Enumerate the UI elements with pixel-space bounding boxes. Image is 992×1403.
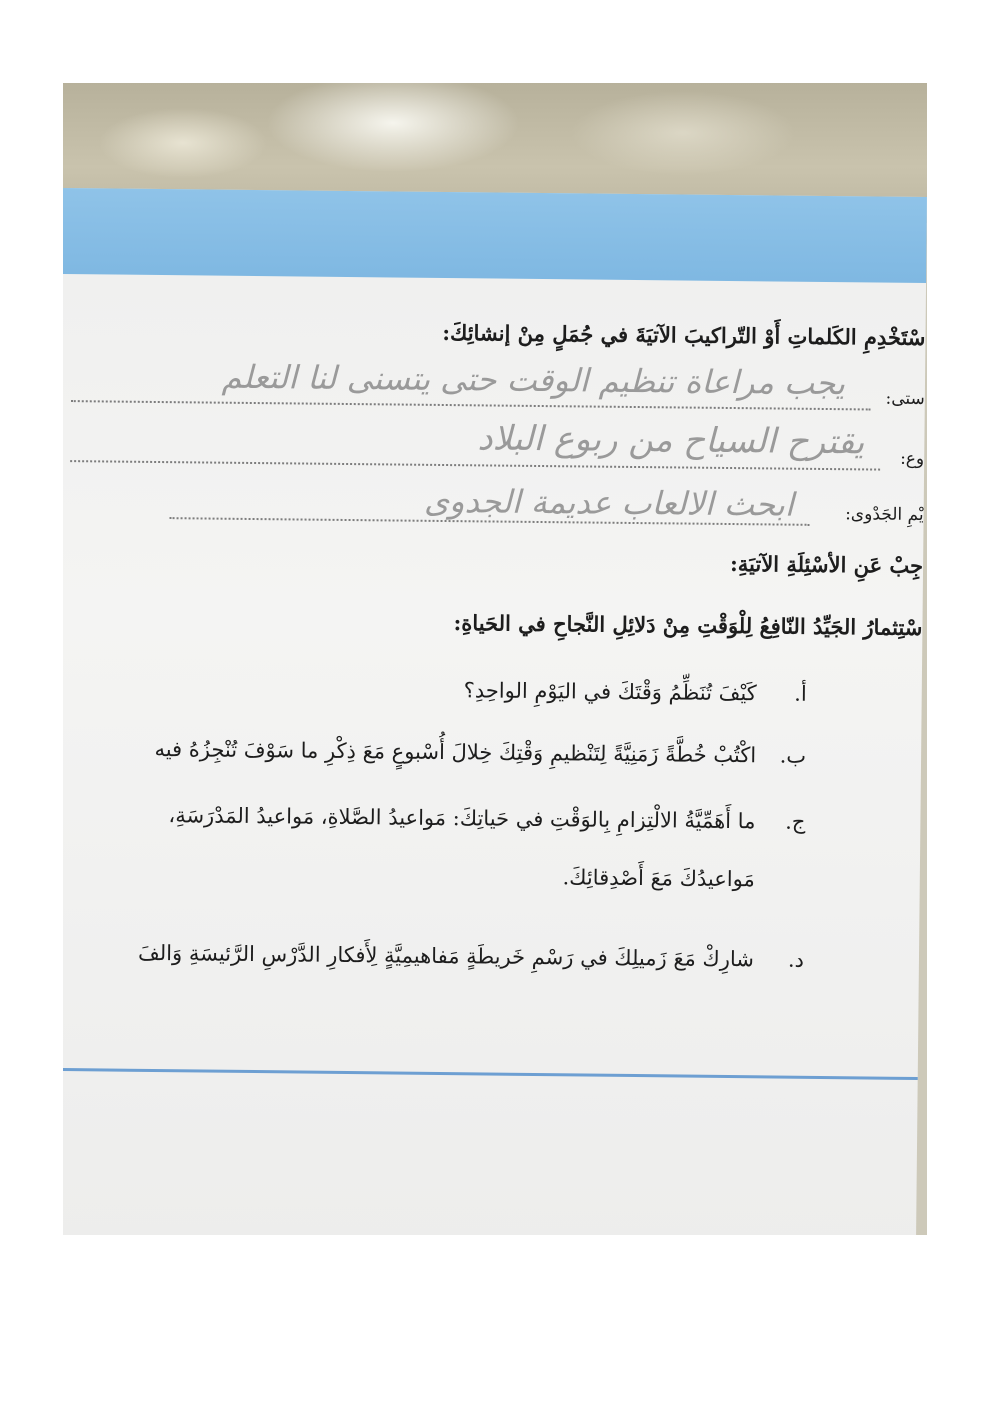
question-c-letter: ج.: [785, 809, 806, 834]
question-d-text: شارِكْ مَعَ زَميلِكَ في رَسْمِ خَريطَةٍ مَفاهيمِيَّةٍ لِأَفكارِ الدَّرْسِ الرَّئيسَةِ وَالفَ: [137, 940, 755, 972]
worksheet-page: [63, 188, 927, 1235]
question-b-letter: ب.: [779, 743, 807, 768]
handwritten-answer-1: يجب مراعاة تنظيم الوقت حتى يتسنى لنا التعلم: [221, 357, 846, 403]
handwritten-answer-3: ابحث الالعاب عديمة الجدوى: [423, 481, 794, 524]
handwritten-answer-2: يقترح السياح من ربوع البلاد: [477, 418, 865, 463]
question-a-letter: أ.: [794, 681, 807, 706]
vocab-label-3: يْمِ الجَدْوى:: [845, 504, 924, 526]
questions-instruction: جِبْ عَنِ الأسْئِلَةِ الآتيَةِ:: [729, 551, 924, 579]
answer-line-2: [70, 460, 880, 470]
vocab-label-2: وع:: [900, 448, 925, 470]
vocab-label-1: ستى:: [885, 388, 925, 410]
question-a-text: كَيْفَ تُنَظِّمُ وَقْتَكَ في اليَوْمِ الواحِدِ؟: [463, 678, 757, 706]
question-b-text: اكْتُبْ خُطَّةً زَمَنِيَّةً لِتَنْظيمِ وَقْتِكَ خِلالَ أُسْبوعٍ مَعَ ذِكْرِ ما سَوْفَ تُنْجِزُهُ فيه: [154, 736, 757, 768]
page-top-band: [63, 188, 927, 283]
question-c-continuation: مَواعيدُكَ مَعَ أَصْدِقائِكَ.: [562, 865, 755, 892]
question-d-letter: د.: [787, 947, 805, 972]
page-bottom-rule: [63, 1068, 918, 1080]
document-photo: [63, 83, 927, 1235]
answer-line-1: [71, 400, 871, 410]
question-intro: سْتِثمارُ الجَيِّدُ النّافِعُ لِلْوَقْتِ مِنْ دَلائِلِ النَّجاحِ في الحَياةِ:: [453, 610, 923, 641]
vocab-instruction: سْتَخْدِمِ الكَلماتِ أَوْ التّراكيبَ الآتيَةَ في جُمَلٍ مِنْ إنشائِكَ:: [442, 319, 926, 351]
question-c-text: ما أَهَمِّيَّةُ الالْتِزامِ بِالوَقْتِ في حَياتِكَ: مَواعيدُ الصَّلاةِ، مَواعيدُ المَدْرَسَةِ،: [168, 803, 756, 834]
